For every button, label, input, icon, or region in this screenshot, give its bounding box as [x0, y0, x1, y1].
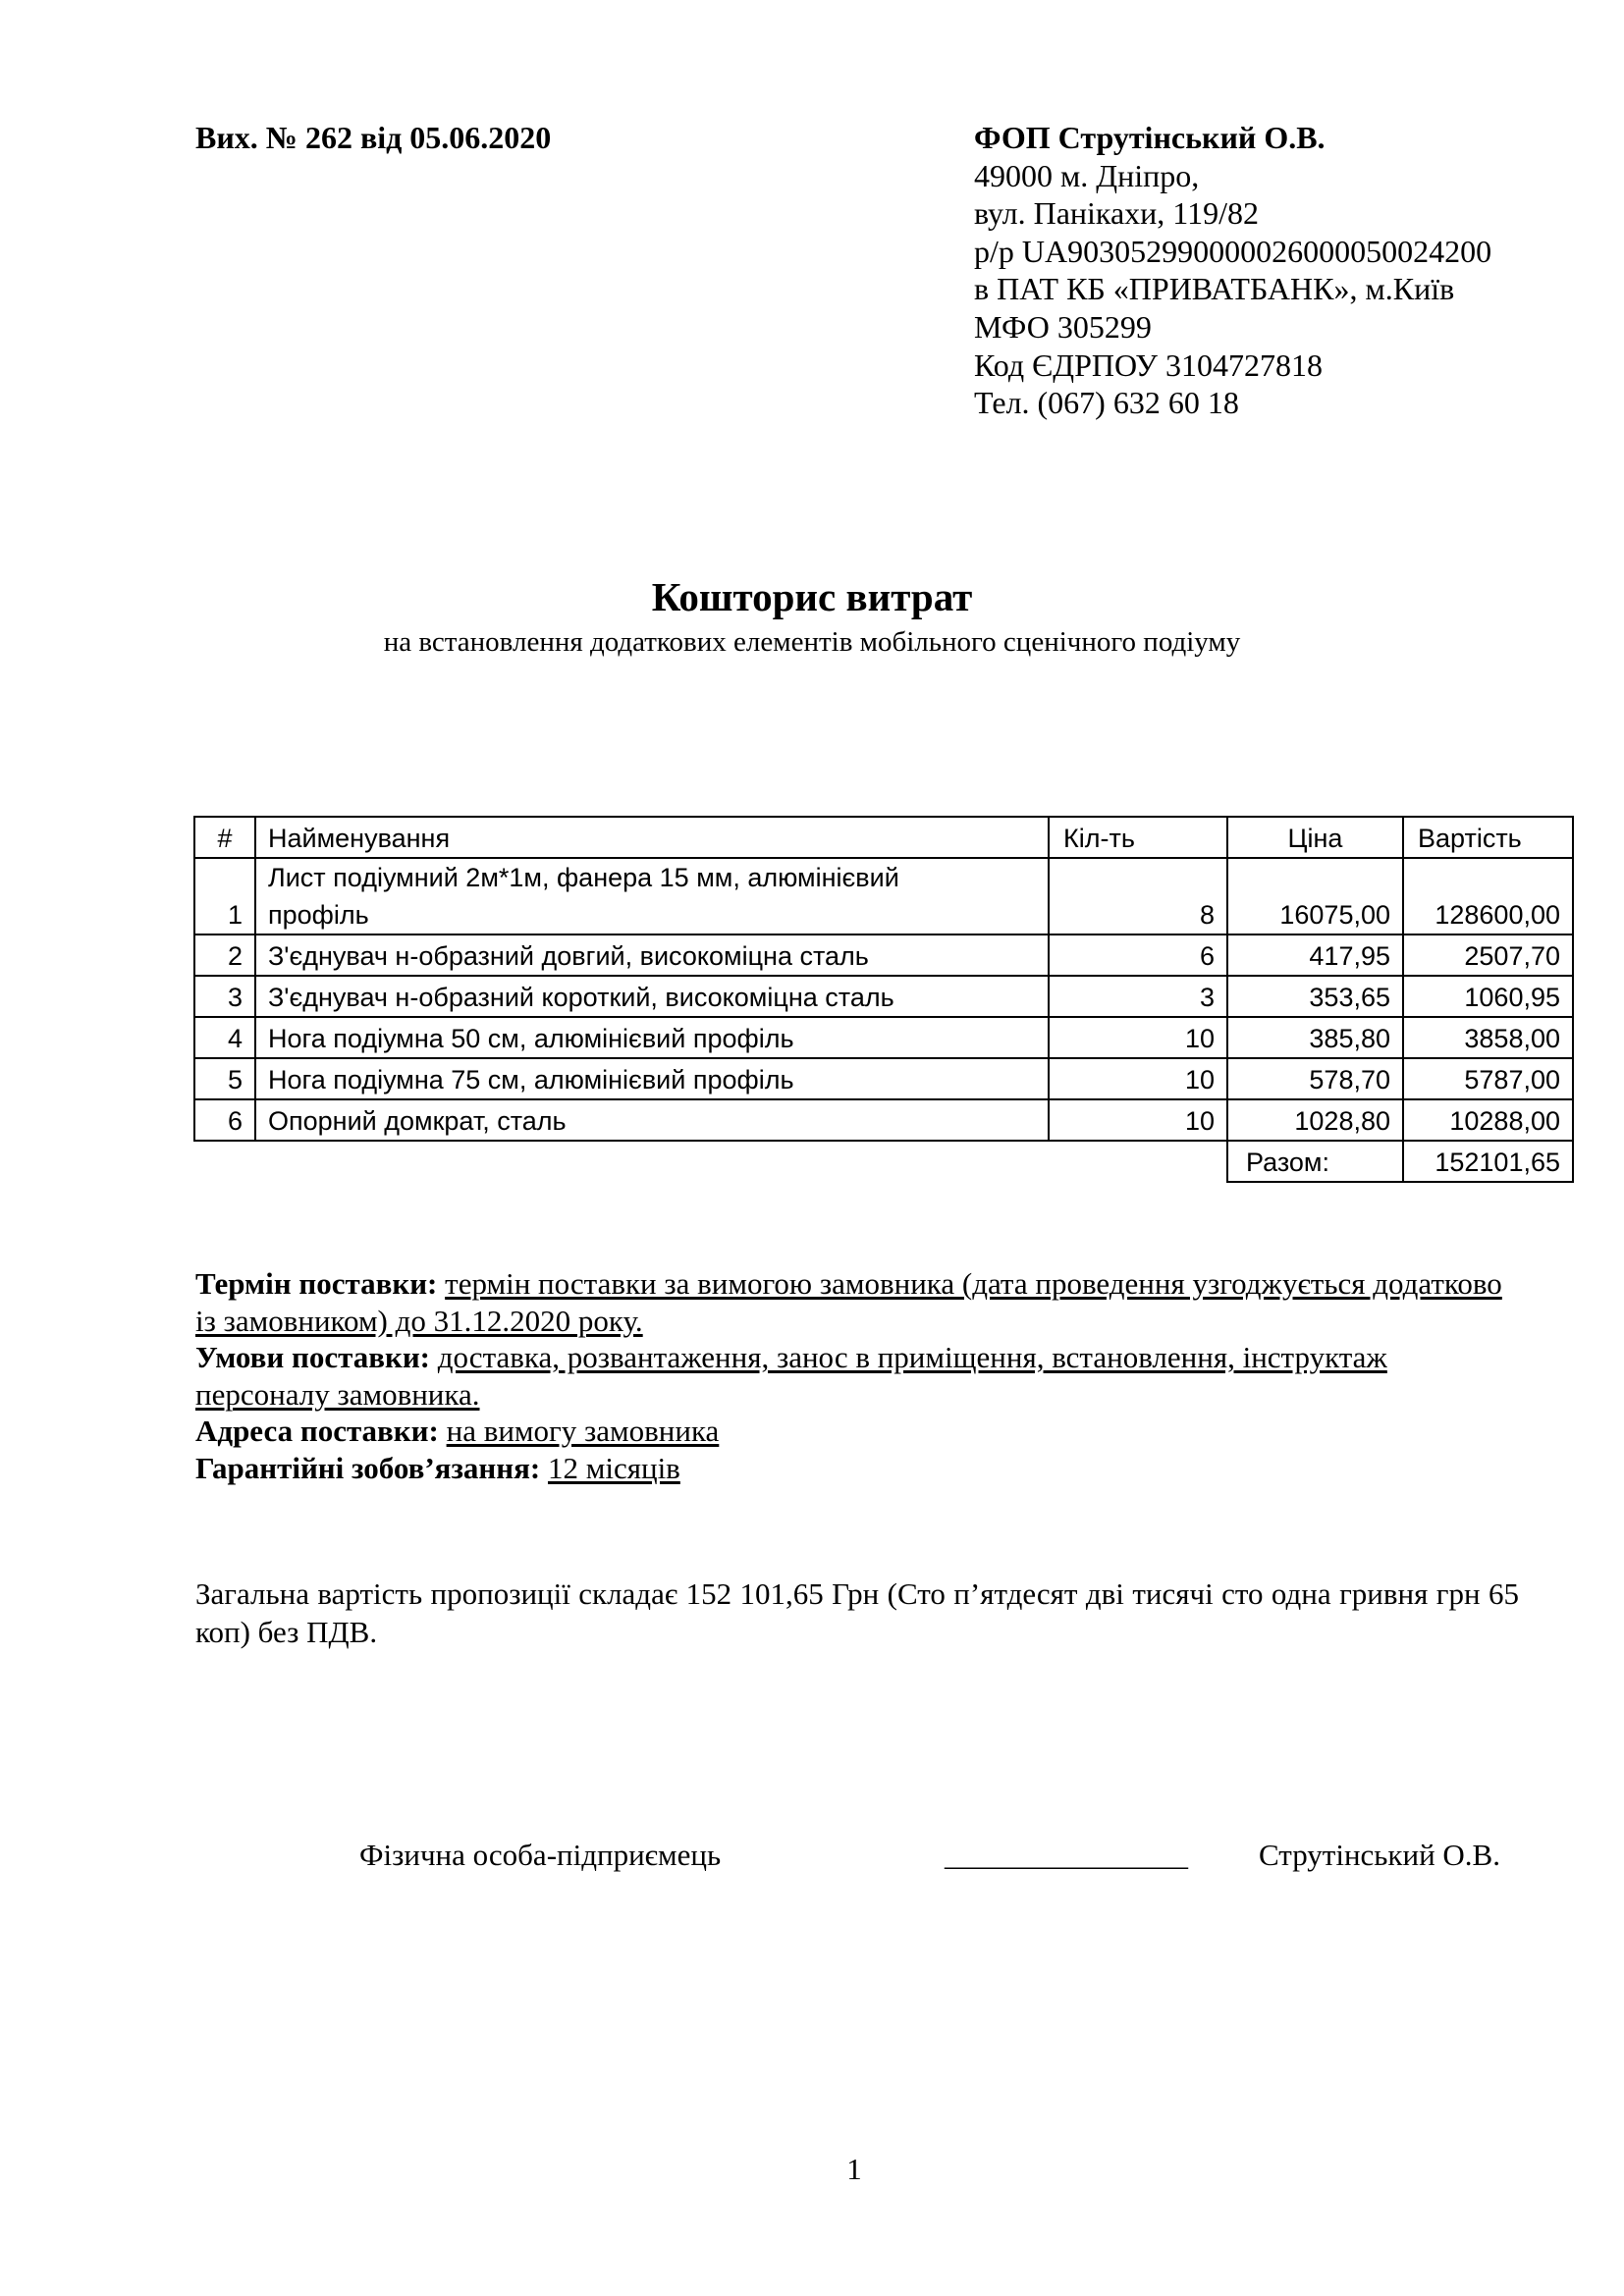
delivery-conditions-label: Умови поставки: — [195, 1340, 431, 1375]
sum-label: Разом: — [1227, 1141, 1403, 1182]
row-number: 4 — [194, 1017, 255, 1058]
table-row — [194, 1099, 1573, 1141]
row-quantity: 3 — [1049, 976, 1227, 1017]
row-name — [255, 858, 1049, 934]
row-price: 385,80 — [1227, 1017, 1403, 1058]
sender-bank: в ПАТ КБ «ПРИВАТБАНК», м.Київ — [974, 271, 1455, 307]
row-price: 1028,80 — [1227, 1099, 1403, 1141]
delivery-conditions-value: доставка, розвантаження, занос в приміщення, встановлення, інструктаж персоналу замовника. — [195, 1340, 1387, 1412]
row-number: 5 — [194, 1058, 255, 1099]
row-total: 5787,00 — [1403, 1058, 1573, 1099]
page-number: 1 — [846, 2152, 862, 2186]
warranty-label: Гарантійні зобов’язання: — [195, 1450, 541, 1485]
row-name: Опорний домкрат, сталь — [255, 1099, 1049, 1141]
document-title: Кошторис витрат — [651, 574, 973, 619]
sender-phone: Тел. (067) 632 60 18 — [974, 385, 1239, 421]
signatory-title: Фізична особа-підприємець — [359, 1838, 722, 1872]
row-price: 353,65 — [1227, 976, 1403, 1017]
delivery-address-paragraph — [195, 1413, 1521, 1450]
document-subtitle: на встановлення додаткових елементів мобільного сценічного подіуму — [383, 626, 1241, 658]
row-quantity: 10 — [1049, 1058, 1227, 1099]
row-total: 3858,00 — [1403, 1017, 1573, 1058]
signatory-name: Струтінський О.В. — [1259, 1838, 1500, 1872]
sender-edrpou: Код ЄДРПОУ 3104727818 — [974, 347, 1323, 383]
warranty-value: 12 місяців — [547, 1450, 680, 1485]
table-row — [194, 934, 1573, 976]
table-row — [194, 976, 1573, 1017]
row-number: 3 — [194, 976, 255, 1017]
column-header-number: # — [194, 817, 255, 858]
row-number: 2 — [194, 934, 255, 976]
delivery-term-label: Термін поставки: — [195, 1266, 438, 1301]
table-row — [194, 858, 1573, 934]
sender-mfo: МФО 305299 — [974, 308, 1152, 345]
row-price: 417,95 — [1227, 934, 1403, 976]
sender-postcode-city: 49000 м. Дніпро, — [974, 157, 1200, 193]
row-name: Нога подіумна 75 см, алюмінієвий профіль — [255, 1058, 1049, 1099]
table-row — [194, 1058, 1573, 1099]
row-name: З'єднувач н-образний довгий, високоміцна сталь — [255, 934, 1049, 976]
sum-value: 152101,65 — [1403, 1141, 1573, 1182]
row-total: 10288,00 — [1403, 1099, 1573, 1141]
row-price: 16075,00 — [1227, 858, 1403, 934]
delivery-address-label: Адреса поставки: — [195, 1414, 439, 1449]
row-quantity: 6 — [1049, 934, 1227, 976]
delivery-terms — [195, 1265, 1521, 1487]
row-quantity: 8 — [1049, 858, 1227, 934]
sender-street: вул. Панікахи, 119/82 — [974, 195, 1259, 232]
column-header-name: Найменування — [255, 817, 1049, 858]
column-header-quantity: Кіл-ть — [1049, 817, 1227, 858]
delivery-term-paragraph — [195, 1265, 1521, 1339]
blank-cell — [194, 1141, 255, 1182]
delivery-conditions-paragraph — [195, 1339, 1521, 1413]
row-price: 578,70 — [1227, 1058, 1403, 1099]
table-sum-row — [194, 1141, 1573, 1182]
sender-name: ФОП Струтінський О.В. — [974, 120, 1326, 155]
row-name-line: профіль — [268, 900, 369, 930]
delivery-address-value: на вимогу замовника — [446, 1414, 720, 1449]
sender-details — [974, 119, 1491, 422]
column-header-price: Ціна — [1227, 817, 1403, 858]
row-quantity: 10 — [1049, 1099, 1227, 1141]
signature-line: ________________ — [945, 1838, 1188, 1872]
row-total: 2507,70 — [1403, 934, 1573, 976]
estimate-table — [193, 816, 1574, 1183]
column-header-total: Вартість — [1403, 817, 1573, 858]
delivery-term-value: термін поставки за вимогою замовника (дата проведення узгоджується додатково із замовником) до 31.12.2020 року. — [195, 1266, 1502, 1338]
row-total: 128600,00 — [1403, 858, 1573, 934]
total-offer-text: Загальна вартість пропозиції складає 152 101,65 Грн (Сто п’ятдесят дві тисячі сто одна гривня грн 65 коп) без ПДВ. — [195, 1576, 1519, 1649]
blank-cell — [255, 1141, 1049, 1182]
row-name: Нога подіумна 50 см, алюмінієвий профіль — [255, 1017, 1049, 1058]
row-number: 1 — [194, 858, 255, 934]
row-total: 1060,95 — [1403, 976, 1573, 1017]
outgoing-number: Вих. № 262 від 05.06.2020 — [195, 120, 552, 155]
sender-account: р/р UA903052990000026000050024200 — [974, 233, 1492, 269]
table-header-row — [194, 817, 1573, 858]
warranty-paragraph — [195, 1450, 1521, 1487]
row-number: 6 — [194, 1099, 255, 1141]
blank-cell — [1049, 1141, 1227, 1182]
table-row — [194, 1017, 1573, 1058]
row-name-line: Лист подіумний 2м*1м, фанера 15 мм, алюмінієвий — [268, 863, 899, 892]
row-name: З'єднувач н-образний короткий, високоміцна сталь — [255, 976, 1049, 1017]
row-quantity: 10 — [1049, 1017, 1227, 1058]
